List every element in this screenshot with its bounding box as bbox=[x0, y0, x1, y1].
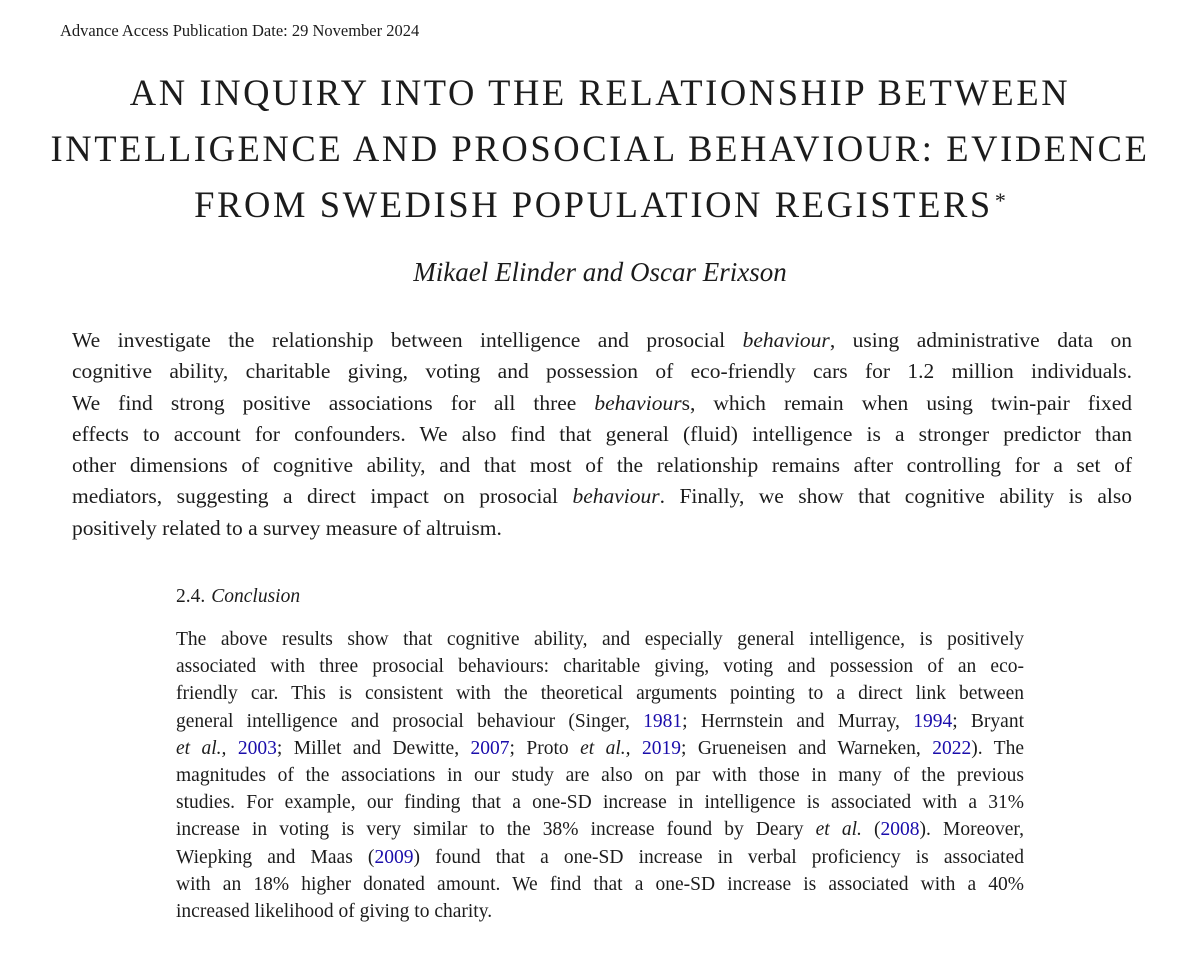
abstract-text: . Finally, we show that cognitive ability is also bbox=[659, 484, 1132, 509]
paragraph-text bbox=[631, 738, 642, 759]
section-heading bbox=[176, 586, 300, 608]
title-line-3-text: FROM SWEDISH POPULATION REGISTERS bbox=[194, 184, 993, 225]
abstract-text: mediators, suggesting a direct impact on prosocial bbox=[72, 484, 573, 509]
paragraph-text: ; Herrnstein and Murray, bbox=[682, 710, 914, 732]
et-al: et al., bbox=[176, 737, 227, 759]
paragraph-text: ; Bryant bbox=[952, 710, 1024, 732]
title-line-3 bbox=[0, 177, 1200, 233]
citation-link[interactable]: 2009 bbox=[374, 846, 414, 868]
paragraph-text: Wiepking and Maas ( bbox=[176, 846, 375, 868]
abstract-emphasis: behaviour bbox=[572, 484, 660, 509]
citation-link[interactable]: 2003 bbox=[237, 737, 277, 759]
paragraph-line: The above results show that cognitive ability, and especially general intelligence, is positively bbox=[176, 629, 1024, 650]
et-al: et al. bbox=[815, 819, 862, 841]
paragraph-line: increased likelihood of giving to charity. bbox=[176, 901, 493, 923]
paragraph-text: ) found that a one-SD increase in verbal proficiency is associated bbox=[413, 846, 1024, 868]
paragraph-text: ; Grueneisen and Warneken, bbox=[680, 737, 933, 759]
authors: Mikael Elinder and Oscar Erixson bbox=[413, 257, 787, 287]
conclusion-paragraph bbox=[176, 626, 1024, 925]
section-number: 2.4. bbox=[176, 586, 206, 607]
title-line-1: AN INQUIRY INTO THE RELATIONSHIP BETWEEN bbox=[129, 72, 1071, 113]
abstract-line bbox=[72, 325, 1132, 356]
abstract-line bbox=[72, 388, 1132, 419]
paragraph-line: magnitudes of the associations in our study are also on par with those in many of the previous bbox=[176, 765, 1024, 787]
abstract-line: effects to account for confounders. We also find that general (fluid) intelligence is a stronger predictor than bbox=[72, 421, 1132, 446]
paragraph-line: studies. For example, our finding that a one-SD increase in intelligence is associated with a 31% bbox=[176, 792, 1024, 814]
abstract-text: We find strong positive associations for all three bbox=[72, 390, 595, 415]
paragraph-text bbox=[226, 738, 237, 759]
title-footnote-mark[interactable]: * bbox=[994, 188, 1006, 213]
abstract-text: We investigate the relationship between intelligence and prosocial bbox=[72, 328, 743, 352]
paragraph-text: ; Millet and Dewitte, bbox=[276, 737, 471, 759]
abstract-emphasis: behaviour bbox=[742, 328, 830, 352]
paragraph-text: ). Moreover, bbox=[919, 819, 1024, 841]
paragraph-line bbox=[176, 708, 1024, 735]
paper-title bbox=[0, 65, 1200, 233]
paragraph-line bbox=[176, 844, 1024, 871]
paragraph-line bbox=[176, 735, 1024, 762]
citation-link[interactable]: 2008 bbox=[880, 819, 920, 841]
paragraph-text: general intelligence and prosocial behaviour (Singer, bbox=[176, 710, 644, 732]
publication-date: Advance Access Publication Date: 29 November 2024 bbox=[60, 21, 420, 40]
paragraph-line: associated with three prosocial behaviours: charitable giving, voting and possession of an eco- bbox=[176, 656, 1024, 678]
abstract-line: other dimensions of cognitive ability, and that most of the relationship remains after controlling for a set of bbox=[72, 453, 1132, 478]
abstract-line bbox=[72, 481, 1132, 512]
title-line-2: INTELLIGENCE AND PROSOCIAL BEHAVIOUR: EVIDENCE bbox=[50, 128, 1150, 169]
citation-link[interactable]: 2022 bbox=[932, 737, 972, 759]
et-al: et al., bbox=[580, 737, 631, 759]
abstract-line: positively related to a survey measure of altruism. bbox=[72, 515, 502, 540]
paragraph-text: ; Proto bbox=[509, 737, 581, 759]
citation-link[interactable]: 2007 bbox=[470, 737, 510, 759]
abstract bbox=[72, 325, 1132, 544]
paragraph-text: ). The bbox=[971, 737, 1024, 759]
paragraph-line: with an 18% higher donated amount. We find that a one-SD increase is associated with a 40% bbox=[176, 873, 1024, 895]
paragraph-text: ( bbox=[861, 819, 881, 841]
section-name: Conclusion bbox=[211, 586, 301, 607]
citation-link[interactable]: 1981 bbox=[643, 710, 683, 732]
paragraph-line: friendly car. This is consistent with the theoretical arguments pointing to a direct link between bbox=[176, 683, 1024, 705]
citation-link[interactable]: 1994 bbox=[913, 710, 953, 732]
abstract-text: , using administrative data on bbox=[829, 328, 1132, 352]
citation-link[interactable]: 2019 bbox=[641, 737, 681, 759]
paragraph-line bbox=[176, 816, 1024, 843]
abstract-emphasis: behaviour bbox=[594, 390, 682, 415]
abstract-line: cognitive ability, charitable giving, voting and possession of eco-friendly cars for 1.2 million individuals. bbox=[72, 359, 1132, 384]
abstract-text: s, which remain when using twin-pair fixed bbox=[681, 390, 1132, 415]
paragraph-text: increase in voting is very similar to the 38% increase found by Deary bbox=[176, 819, 816, 841]
